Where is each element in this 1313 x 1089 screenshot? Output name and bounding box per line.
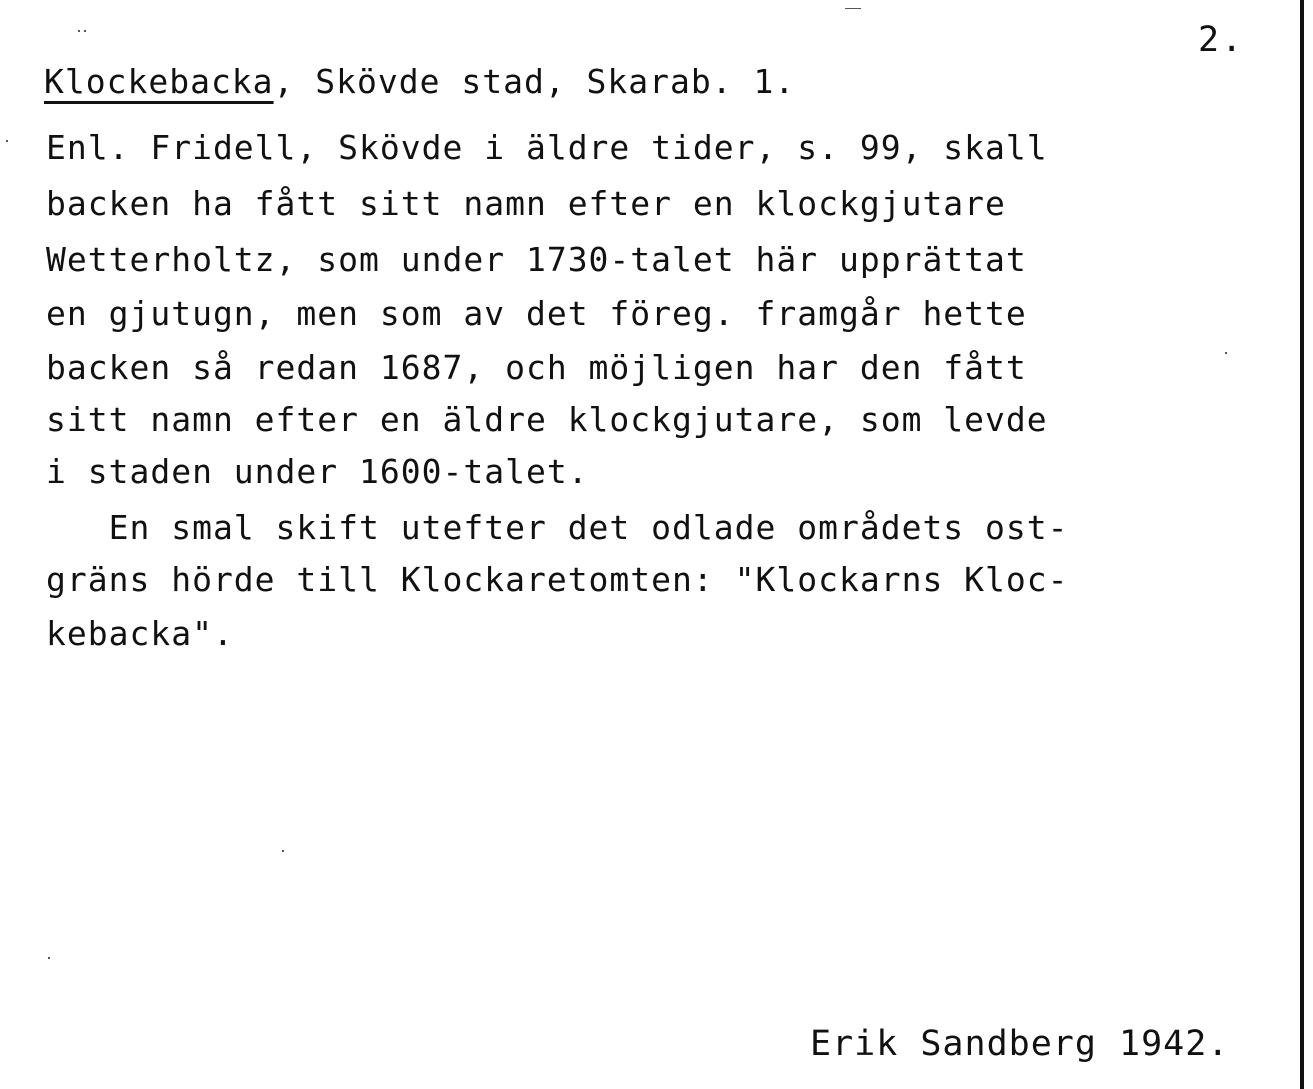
scan-speck <box>48 957 50 959</box>
text-line: backen ha fått sitt namn efter en klockgjutare <box>46 184 1006 223</box>
card-number: 2. <box>1198 20 1245 60</box>
scan-speck <box>78 30 80 32</box>
text-line: i staden under 1600-talet. <box>46 452 589 491</box>
scan-speck <box>1225 352 1227 354</box>
place-name: Klockebacka <box>44 62 274 101</box>
text-line: sitt namn efter en äldre klockgjutare, som levde <box>46 400 1048 439</box>
signature: Erik Sandberg 1942. <box>810 1024 1230 1064</box>
place-location: , Skövde stad, Skarab. 1. <box>273 62 796 101</box>
text-line: kebacka". <box>46 614 234 653</box>
card-edge-line <box>1300 0 1304 1089</box>
scan-speck <box>282 850 284 852</box>
scan-speck <box>845 8 861 9</box>
scan-speck <box>84 30 86 32</box>
text-line: Wetterholtz, som under 1730-talet här upprättat <box>46 240 1027 279</box>
scan-speck <box>6 140 8 142</box>
card-heading <box>44 62 795 101</box>
text-line: En smal skift utefter det odlade områdets ost- <box>46 508 1069 547</box>
text-line: Enl. Fridell, Skövde i äldre tider, s. 99, skall <box>46 128 1048 167</box>
text-line: gräns hörde till Klockaretomten: "Klockarns Kloc- <box>46 560 1069 599</box>
text-line: en gjutugn, men som av det föreg. framgår hette <box>46 294 1027 333</box>
text-line: backen så redan 1687, och möjligen har den fått <box>46 348 1027 387</box>
